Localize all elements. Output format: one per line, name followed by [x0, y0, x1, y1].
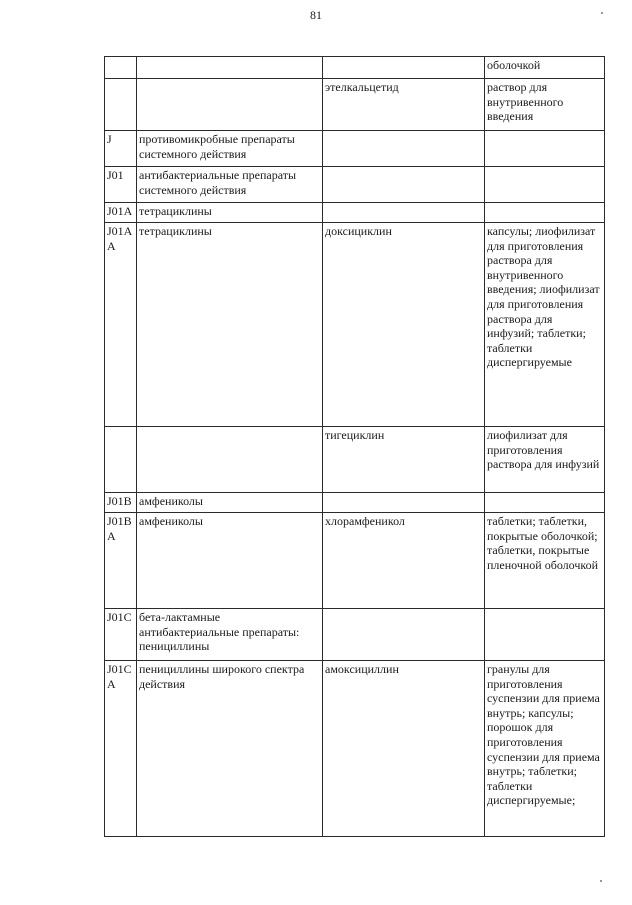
group-name-cell: [137, 427, 323, 493]
table-row: [105, 513, 605, 609]
atc-code-cell: J01C: [105, 609, 137, 661]
atc-code-cell: J01CA: [105, 661, 137, 837]
atc-code-cell: J01AA: [105, 223, 137, 427]
drug-name-cell: [323, 609, 485, 661]
dosage-form-cell: гранулы для приготовления суспензии для приема внутрь; капсулы; порошок для приготовления суспензии для приема внутрь; таблетки; таблетки диспергируемые;: [485, 661, 605, 837]
drug-name-cell: [323, 57, 485, 79]
table-row: [105, 79, 605, 131]
drug-name-cell: [323, 203, 485, 223]
group-name-cell: антибактериальные препараты системного действия: [137, 167, 323, 203]
drug-name-cell: хлорамфеникол: [323, 513, 485, 609]
table-row: [105, 661, 605, 837]
drug-name-cell: [323, 131, 485, 167]
group-name-cell: [137, 79, 323, 131]
table-row: [105, 167, 605, 203]
page-number: 81: [310, 8, 322, 22]
dosage-form-cell: капсулы; лиофилизат для приготовления раствора для внутривенного введения; лиофилизат для приготовления раствора для инфузий; таблетки; таблетки диспергируемые: [485, 223, 605, 427]
atc-code-cell: [105, 79, 137, 131]
dosage-form-cell: [485, 203, 605, 223]
drug-name-cell: доксициклин: [323, 223, 485, 427]
dosage-form-cell: оболочкой: [485, 57, 605, 79]
scan-speck: [600, 880, 602, 882]
group-name-cell: [137, 57, 323, 79]
dosage-form-cell: таблетки; таблетки, покрытые оболочкой; таблетки, покрытые пленочной оболочкой: [485, 513, 605, 609]
group-name-cell: амфениколы: [137, 493, 323, 513]
dosage-form-cell: раствор для внутривенного введения: [485, 79, 605, 131]
table-row: [105, 131, 605, 167]
table-body: [105, 57, 605, 837]
group-name-cell: противомикробные препараты системного действия: [137, 131, 323, 167]
dosage-form-cell: лиофилизат для приготовления раствора для инфузий: [485, 427, 605, 493]
table-row: [105, 609, 605, 661]
group-name-cell: амфениколы: [137, 513, 323, 609]
atc-code-cell: J: [105, 131, 137, 167]
drug-name-cell: амоксициллин: [323, 661, 485, 837]
group-name-cell: пенициллины широкого спектра действия: [137, 661, 323, 837]
table-row: [105, 203, 605, 223]
table-row: [105, 427, 605, 493]
atc-code-cell: [105, 427, 137, 493]
atc-code-cell: J01BA: [105, 513, 137, 609]
drug-name-cell: [323, 167, 485, 203]
scan-speck: [601, 12, 603, 14]
atc-code-cell: J01: [105, 167, 137, 203]
dosage-form-cell: [485, 131, 605, 167]
table-row: [105, 57, 605, 79]
drug-name-cell: [323, 493, 485, 513]
drug-name-cell: тигециклин: [323, 427, 485, 493]
group-name-cell: тетрациклины: [137, 223, 323, 427]
dosage-form-cell: [485, 167, 605, 203]
drug-name-cell: этелкальцетид: [323, 79, 485, 131]
table-row: [105, 493, 605, 513]
atc-code-cell: [105, 57, 137, 79]
dosage-form-cell: [485, 493, 605, 513]
drug-classification-table: [104, 56, 605, 837]
group-name-cell: тетрациклины: [137, 203, 323, 223]
dosage-form-cell: [485, 609, 605, 661]
table-row: [105, 223, 605, 427]
atc-code-cell: J01A: [105, 203, 137, 223]
atc-code-cell: J01B: [105, 493, 137, 513]
group-name-cell: бета-лактамные антибактериальные препараты: пенициллины: [137, 609, 323, 661]
